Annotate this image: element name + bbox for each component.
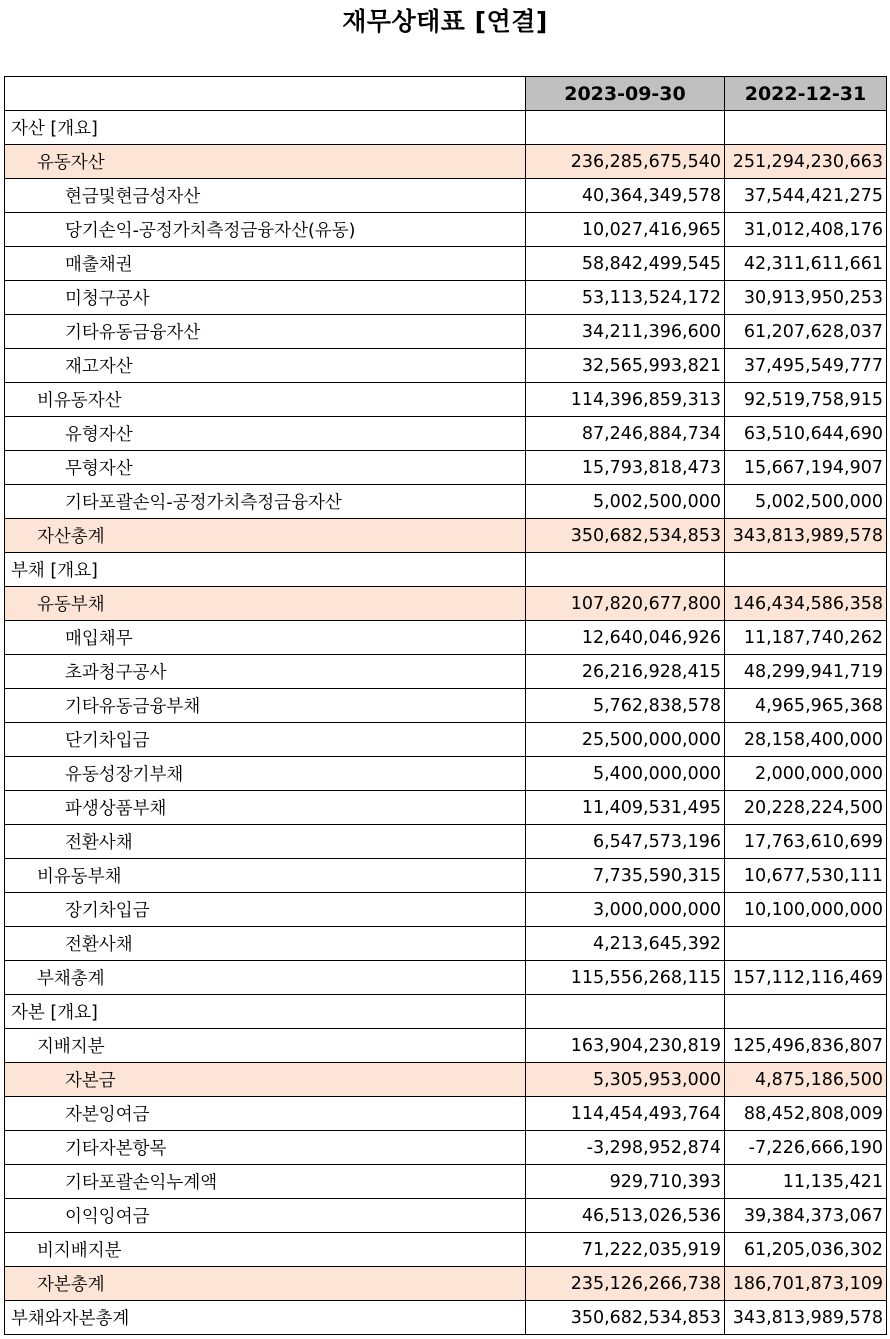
value-prior-period: 125,496,836,807 — [725, 1029, 887, 1063]
value-prior-period: -7,226,666,190 — [725, 1131, 887, 1165]
row-label: 지배지분 — [5, 1029, 526, 1063]
table-row — [5, 1199, 887, 1233]
table-row — [5, 519, 887, 553]
value-prior-period: 4,965,965,368 — [725, 689, 887, 723]
row-label: 이익잉여금 — [5, 1199, 526, 1233]
table-row — [5, 145, 887, 179]
row-label: 재고자산 — [5, 349, 526, 383]
table-row — [5, 961, 887, 995]
header-label-cell — [5, 77, 526, 111]
value-current-period: 5,002,500,000 — [526, 485, 725, 519]
row-label: 부채 [개요] — [5, 553, 526, 587]
value-current-period: 929,710,393 — [526, 1165, 725, 1199]
value-prior-period: 10,100,000,000 — [725, 893, 887, 927]
row-label: 자본잉여금 — [5, 1097, 526, 1131]
header-row — [5, 77, 887, 111]
row-label: 비유동자산 — [5, 383, 526, 417]
table-row — [5, 247, 887, 281]
value-prior-period: 4,875,186,500 — [725, 1063, 887, 1097]
value-current-period: 3,000,000,000 — [526, 893, 725, 927]
table-row — [5, 621, 887, 655]
value-current-period: 11,409,531,495 — [526, 791, 725, 825]
table-row — [5, 859, 887, 893]
table-row — [5, 485, 887, 519]
value-current-period: 114,396,859,313 — [526, 383, 725, 417]
value-prior-period: 11,187,740,262 — [725, 621, 887, 655]
row-label: 부채총계 — [5, 961, 526, 995]
row-label: 유동부채 — [5, 587, 526, 621]
row-label: 유형자산 — [5, 417, 526, 451]
table-row — [5, 927, 887, 961]
value-current-period: 26,216,928,415 — [526, 655, 725, 689]
value-current-period: 350,682,534,853 — [526, 1301, 725, 1335]
table-row — [5, 1267, 887, 1301]
table-row — [5, 995, 887, 1029]
row-label: 기타유동금융부채 — [5, 689, 526, 723]
value-prior-period: 92,519,758,915 — [725, 383, 887, 417]
value-prior-period: 63,510,644,690 — [725, 417, 887, 451]
row-label: 매출채권 — [5, 247, 526, 281]
row-label: 자산총계 — [5, 519, 526, 553]
value-current-period: 6,547,573,196 — [526, 825, 725, 859]
value-current-period: -3,298,952,874 — [526, 1131, 725, 1165]
table-row — [5, 417, 887, 451]
row-label: 부채와자본총계 — [5, 1301, 526, 1335]
row-label: 장기차입금 — [5, 893, 526, 927]
value-prior-period — [725, 927, 887, 961]
value-prior-period: 186,701,873,109 — [725, 1267, 887, 1301]
row-label: 미청구공사 — [5, 281, 526, 315]
value-prior-period: 31,012,408,176 — [725, 213, 887, 247]
value-prior-period — [725, 111, 887, 145]
header-period-current: 2023-09-30 — [526, 77, 725, 111]
value-current-period: 46,513,026,536 — [526, 1199, 725, 1233]
row-label: 무형자산 — [5, 451, 526, 485]
value-current-period — [526, 111, 725, 145]
value-prior-period: 343,813,989,578 — [725, 519, 887, 553]
value-prior-period: 17,763,610,699 — [725, 825, 887, 859]
table-row — [5, 383, 887, 417]
row-label: 초과청구공사 — [5, 655, 526, 689]
table-row — [5, 179, 887, 213]
row-label: 단기차입금 — [5, 723, 526, 757]
balance-sheet-table — [4, 76, 887, 1335]
value-current-period — [526, 995, 725, 1029]
value-current-period: 7,735,590,315 — [526, 859, 725, 893]
row-label: 전환사채 — [5, 825, 526, 859]
value-prior-period: 37,544,421,275 — [725, 179, 887, 213]
value-current-period: 350,682,534,853 — [526, 519, 725, 553]
table-row — [5, 655, 887, 689]
row-label: 자본총계 — [5, 1267, 526, 1301]
table-row — [5, 1131, 887, 1165]
table-row — [5, 893, 887, 927]
row-label: 기타자본항목 — [5, 1131, 526, 1165]
value-prior-period: 343,813,989,578 — [725, 1301, 887, 1335]
value-current-period: 163,904,230,819 — [526, 1029, 725, 1063]
table-row — [5, 825, 887, 859]
table-row — [5, 111, 887, 145]
value-prior-period: 88,452,808,009 — [725, 1097, 887, 1131]
table-body — [5, 111, 887, 1335]
value-current-period: 10,027,416,965 — [526, 213, 725, 247]
value-current-period: 53,113,524,172 — [526, 281, 725, 315]
value-current-period: 32,565,993,821 — [526, 349, 725, 383]
row-label: 파생상품부채 — [5, 791, 526, 825]
value-prior-period: 146,434,586,358 — [725, 587, 887, 621]
value-current-period: 4,213,645,392 — [526, 927, 725, 961]
value-prior-period: 37,495,549,777 — [725, 349, 887, 383]
value-current-period — [526, 553, 725, 587]
value-prior-period: 61,207,628,037 — [725, 315, 887, 349]
value-prior-period: 61,205,036,302 — [725, 1233, 887, 1267]
row-label: 자본 [개요] — [5, 995, 526, 1029]
value-prior-period — [725, 553, 887, 587]
row-label: 유동자산 — [5, 145, 526, 179]
value-current-period: 115,556,268,115 — [526, 961, 725, 995]
value-prior-period: 39,384,373,067 — [725, 1199, 887, 1233]
table-row — [5, 451, 887, 485]
table-row — [5, 791, 887, 825]
table-row — [5, 281, 887, 315]
header-period-prior: 2022-12-31 — [725, 77, 887, 111]
value-current-period: 15,793,818,473 — [526, 451, 725, 485]
table-row — [5, 587, 887, 621]
value-prior-period: 251,294,230,663 — [725, 145, 887, 179]
value-prior-period: 157,112,116,469 — [725, 961, 887, 995]
value-current-period: 25,500,000,000 — [526, 723, 725, 757]
value-prior-period — [725, 995, 887, 1029]
value-current-period: 107,820,677,800 — [526, 587, 725, 621]
row-label: 기타포괄손익누계액 — [5, 1165, 526, 1199]
value-current-period: 71,222,035,919 — [526, 1233, 725, 1267]
row-label: 당기손익-공정가치측정금융자산(유동) — [5, 213, 526, 247]
row-label: 유동성장기부채 — [5, 757, 526, 791]
value-prior-period: 20,228,224,500 — [725, 791, 887, 825]
table-row — [5, 1097, 887, 1131]
value-current-period: 87,246,884,734 — [526, 417, 725, 451]
value-current-period: 5,305,953,000 — [526, 1063, 725, 1097]
value-current-period: 34,211,396,600 — [526, 315, 725, 349]
value-current-period: 5,762,838,578 — [526, 689, 725, 723]
value-prior-period: 48,299,941,719 — [725, 655, 887, 689]
value-prior-period: 15,667,194,907 — [725, 451, 887, 485]
value-current-period: 12,640,046,926 — [526, 621, 725, 655]
value-current-period: 40,364,349,578 — [526, 179, 725, 213]
row-label: 기타유동금융자산 — [5, 315, 526, 349]
value-prior-period: 5,002,500,000 — [725, 485, 887, 519]
page-title: 재무상태표 [연결] — [342, 7, 548, 36]
row-label: 현금및현금성자산 — [5, 179, 526, 213]
table-row — [5, 553, 887, 587]
table-row — [5, 1029, 887, 1063]
row-label: 매입채무 — [5, 621, 526, 655]
value-current-period: 236,285,675,540 — [526, 145, 725, 179]
table-row — [5, 1063, 887, 1097]
table-row — [5, 757, 887, 791]
value-prior-period: 10,677,530,111 — [725, 859, 887, 893]
value-prior-period: 28,158,400,000 — [725, 723, 887, 757]
value-current-period: 58,842,499,545 — [526, 247, 725, 281]
table-row — [5, 689, 887, 723]
table-row — [5, 349, 887, 383]
value-prior-period: 30,913,950,253 — [725, 281, 887, 315]
table-row — [5, 723, 887, 757]
table-row — [5, 1301, 887, 1335]
row-label: 비유동부채 — [5, 859, 526, 893]
value-current-period: 235,126,266,738 — [526, 1267, 725, 1301]
value-prior-period: 42,311,611,661 — [725, 247, 887, 281]
value-prior-period: 2,000,000,000 — [725, 757, 887, 791]
value-current-period: 114,454,493,764 — [526, 1097, 725, 1131]
table-row — [5, 315, 887, 349]
row-label: 기타포괄손익-공정가치측정금융자산 — [5, 485, 526, 519]
table-row — [5, 1165, 887, 1199]
value-current-period: 5,400,000,000 — [526, 757, 725, 791]
table-row — [5, 1233, 887, 1267]
row-label: 비지배지분 — [5, 1233, 526, 1267]
value-prior-period: 11,135,421 — [725, 1165, 887, 1199]
row-label: 자본금 — [5, 1063, 526, 1097]
row-label: 자산 [개요] — [5, 111, 526, 145]
row-label: 전환사채 — [5, 927, 526, 961]
table-row — [5, 213, 887, 247]
